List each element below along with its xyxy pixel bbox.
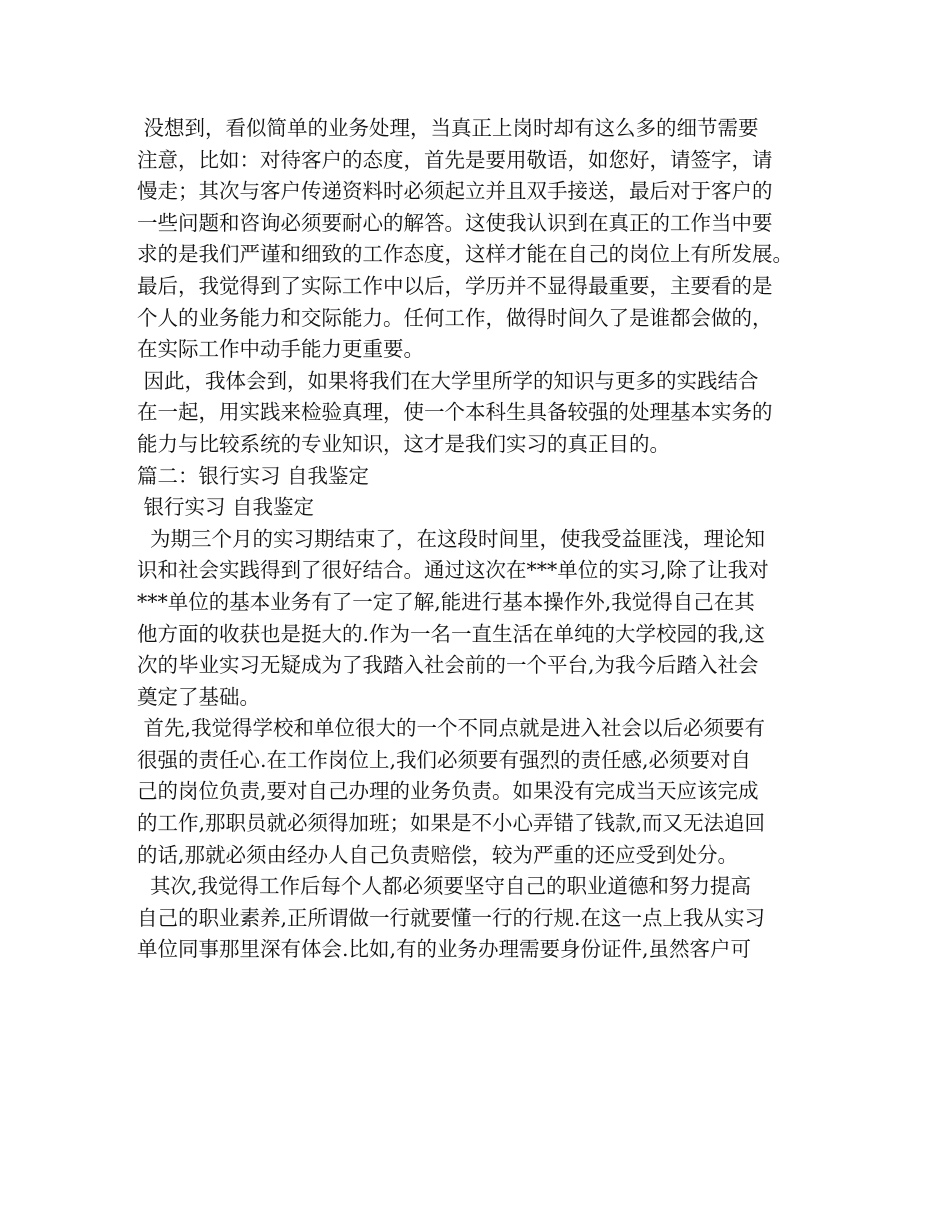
text-line: 因此，我体会到，如果将我们在大学里所学的知识与更多的实践结合 [137,368,759,393]
text-line: 一些问题和咨询必须要耐心的解答。这使我认识到在真正的工作当中要 [137,210,773,235]
text-line: 识和社会实践得到了很好结合。通过这次在***单位的实习,除了让我对 [137,558,769,583]
text-line: 首先,我觉得学校和单位很大的一个不同点就是进入社会以后必须要有 [137,716,766,741]
text-line: 己的岗位负责,要对自己办理的业务负责。如果没有完成当天应该完成 [137,779,759,804]
text-line: 为期三个月的实习期结束了，在这段时间里，使我受益匪浅，理论知 [137,526,766,551]
section-heading: 篇二：银行实习 自我鉴定 [137,463,370,488]
text-line: 注意，比如：对待客户的态度，首先是要用敬语，如您好，请签字，请 [137,147,773,172]
text-line: 其次,我觉得工作后每个人都必须要坚守自己的职业道德和努力提高 [137,874,752,899]
section-subheading: 银行实习 自我鉴定 [137,495,315,520]
text-line: 在一起，用实践来检验真理，使一个本科生具备较强的处理基本实务的 [137,400,773,425]
text-line: 慢走；其次与客户传递资料时必须起立并且双手接送，最后对于客户的 [137,179,773,204]
text-line: ***单位的基本业务有了一定了解,能进行基本操作外,我觉得自己在其 [137,589,755,614]
text-line: 单位同事那里深有体会.比如,有的业务办理需要身份证件,虽然客户可 [137,937,752,962]
text-line: 最后，我觉得到了实际工作中以后，学历并不显得最重要，主要看的是 [137,273,773,298]
text-line: 能力与比较系统的专业知识，这才是我们实习的真正目的。 [137,431,670,456]
text-line: 个人的业务能力和交际能力。任何工作，做得时间久了是谁都会做的， [137,305,773,330]
text-line: 没想到，看似简单的业务处理，当真正上岗时却有这么多的细节需要 [137,116,759,140]
text-line: 的工作,那职员就必须得加班；如果是不小心弄错了钱款,而又无法追回 [137,811,766,836]
text-line: 在实际工作中动手能力更重要。 [137,337,424,362]
text-line: 很强的责任心.在工作岗位上,我们必须要有强烈的责任感,必须要对自 [137,747,752,772]
text-line: 他方面的收获也是挺大的.作为一名一直生活在单纯的大学校园的我,这 [137,621,766,646]
document-body [137,113,827,966]
text-line: 次的毕业实习无疑成为了我踏入社会前的一个平台,为我今后踏入社会 [137,653,759,678]
text-line: 奠定了基础。 [137,684,260,709]
text-line: 自己的职业素养,正所谓做一行就要懂一行的行规.在这一点上我从实习 [137,905,766,930]
text-line: 求的是我们严谨和细致的工作态度，这样才能在自己的岗位上有所发展。 [137,242,793,267]
text-line: 的话,那就必须由经办人自己负责赔偿，较为严重的还应受到处分。 [137,842,739,867]
